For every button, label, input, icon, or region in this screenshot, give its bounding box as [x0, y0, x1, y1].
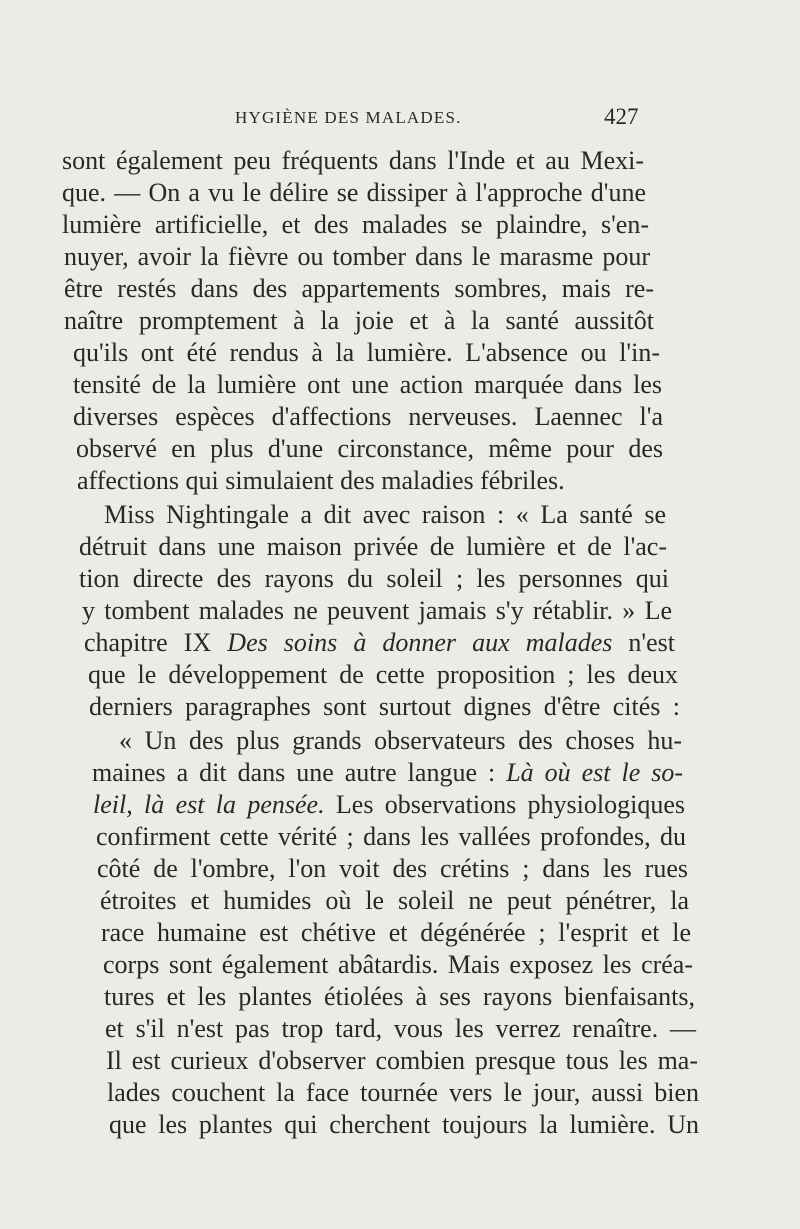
text-line: Il est curieux d'observer combien presque tous les ma- [106, 1046, 698, 1075]
chapter-number: IX [183, 628, 212, 657]
text-line: tures et les plantes étiolées à ses rayons bienfaisants, [104, 982, 695, 1011]
text-line: derniers paragraphes sont surtout dignes d'être cités : [89, 692, 680, 721]
text-line: que. — On a vu le délire se dissiper à l'approche d'une [62, 178, 646, 207]
text-line: détruit dans une maison privée de lumière et de l'ac- [79, 532, 667, 561]
text-line: observé en plus d'une circonstance, même pour des [76, 434, 663, 463]
text-line: sont également peu fréquents dans l'Inde et au Mexi- [62, 146, 644, 175]
text-line: que les plantes qui cherchent toujours la lumière. Un [109, 1110, 699, 1139]
text-line: race humaine est chétive et dégénérée ; l'esprit et le [101, 918, 691, 947]
line-part: Les observations physiologiques [324, 790, 685, 819]
text-line: tensité de la lumière ont une action marquée dans les [73, 370, 662, 399]
text-line [93, 789, 685, 821]
text-line: naître promptement à la joie et à la santé aussitôt [64, 306, 654, 335]
text-line [92, 757, 683, 789]
text-line: « Un des plus grands observateurs des choses hu- [119, 726, 682, 755]
text-line: confirment cette vérité ; dans les vallées profondes, du [96, 822, 686, 851]
text-line: y tombent malades ne peuvent jamais s'y rétablir. » Le [82, 596, 672, 625]
text-line: côté de l'ombre, l'on voit des crétins ; dans les rues [97, 854, 688, 883]
running-title: HYGIÈNE DES MALADES. [235, 108, 462, 127]
text-line: qu'ils ont été rendus à la lumière. L'absence ou l'in- [73, 338, 660, 367]
text-line: affections qui simulaient des maladies fébriles. [77, 466, 565, 495]
text-line: corps sont également abâtardis. Mais exposez les créa- [103, 950, 693, 979]
quote-italic: Là où est le so- [506, 758, 683, 787]
line-part [211, 628, 227, 657]
text-line: diverses espèces d'affections nerveuses. Laennec l'a [73, 402, 663, 431]
quote-italic: leil, là est la pensée. [93, 790, 325, 819]
line-part: maines a dit dans une autre langue : [92, 758, 507, 787]
page-number: 427 [604, 104, 639, 129]
text-line: étroites et humides où le soleil ne peut pénétrer, la [100, 886, 689, 915]
text-line: lumière artificielle, et des malades se plaindre, s'en- [62, 210, 649, 239]
line-part: chapitre [84, 628, 184, 657]
text-line: nuyer, avoir la fièvre ou tomber dans le marasme pour [64, 242, 650, 271]
text-line: que le développement de cette proposition ; les deux [88, 660, 678, 689]
text-line: Miss Nightingale a dit avec raison : « La santé se [104, 500, 666, 529]
text-line: et s'il n'est pas trop tard, vous les verrez renaître. — [105, 1014, 696, 1043]
text-line: lades couchent la face tournée vers le jour, aussi bien [107, 1078, 699, 1107]
line-part: n'est [612, 628, 675, 657]
text-line: tion directe des rayons du soleil ; les personnes qui [79, 564, 669, 593]
text-line [84, 627, 675, 659]
book-title: Des soins à donner aux malades [227, 628, 613, 657]
page-header [0, 104, 800, 134]
text-line: être restés dans des appartements sombres, mais re- [64, 274, 654, 303]
